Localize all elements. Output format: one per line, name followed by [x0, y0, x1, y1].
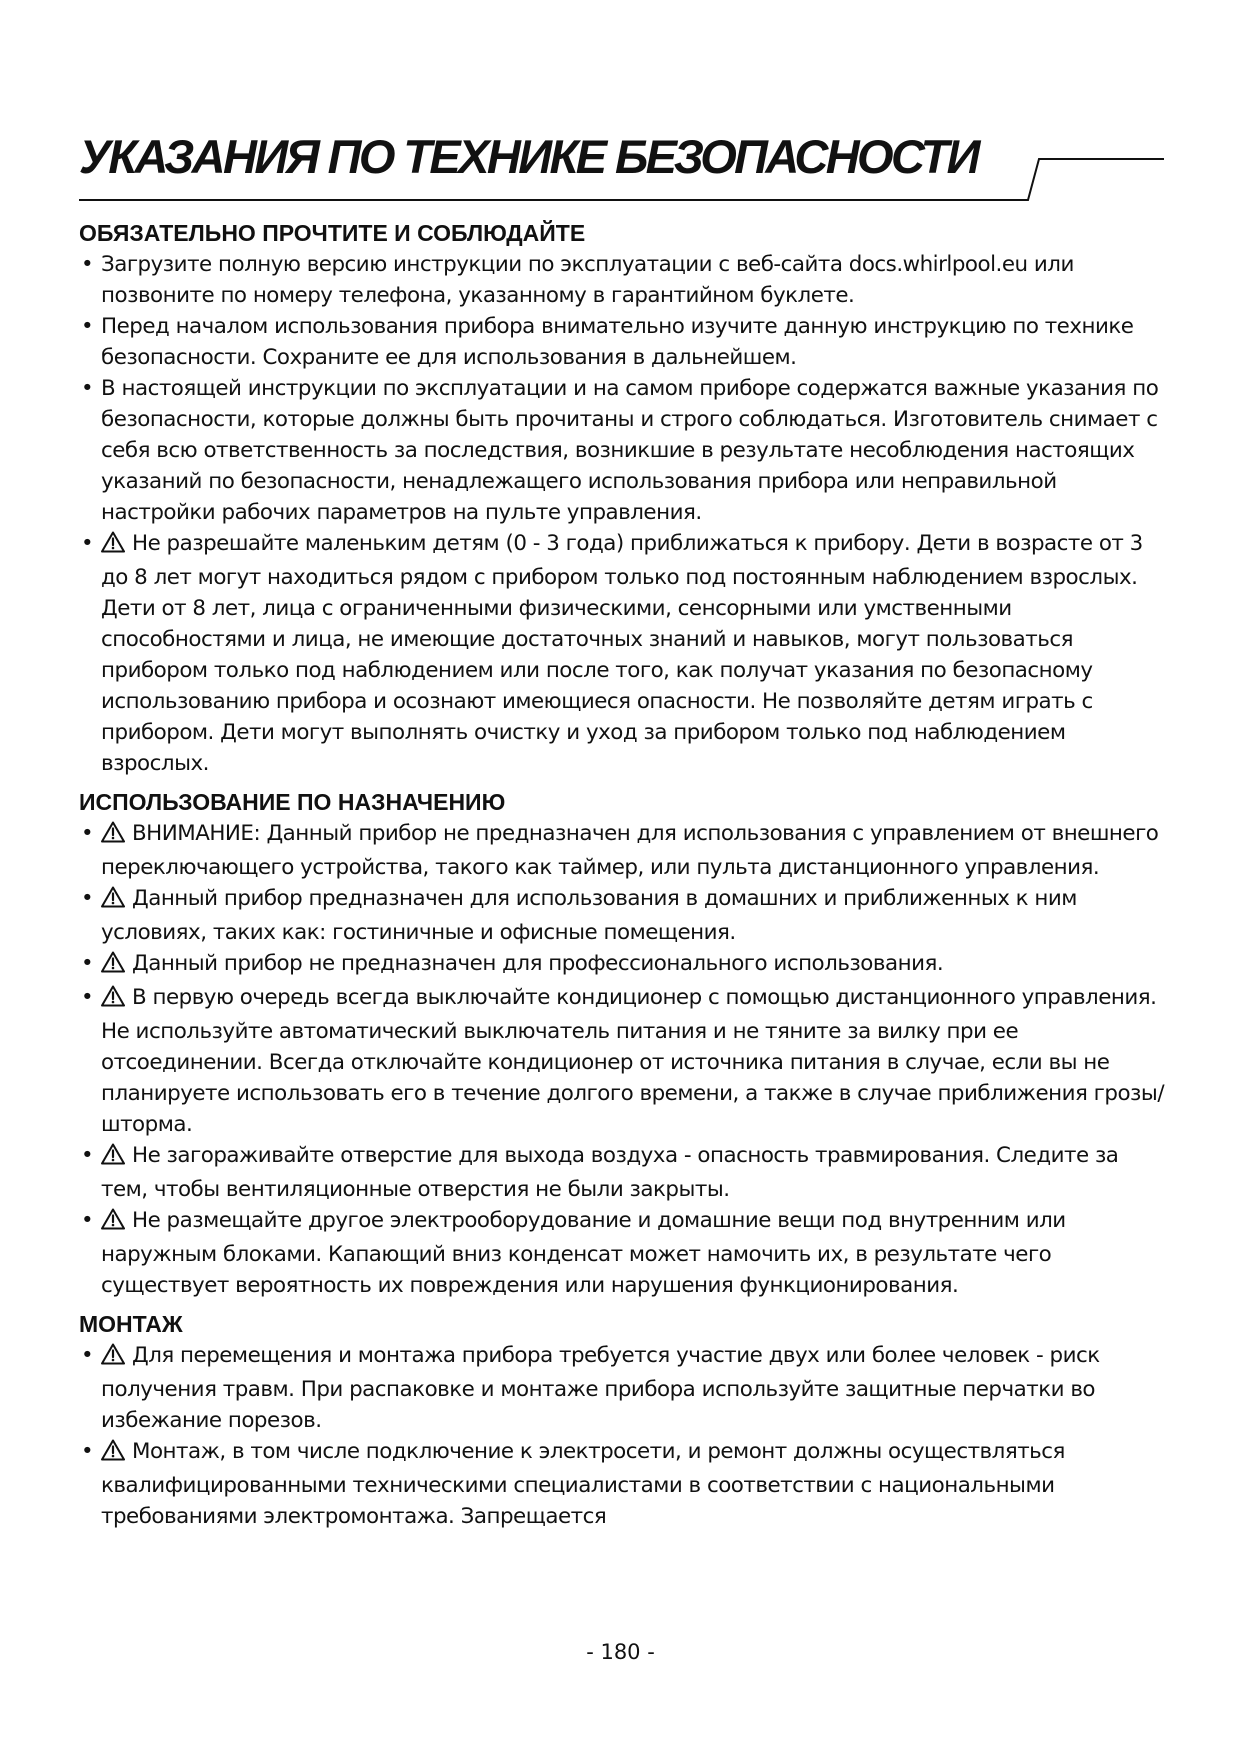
warning-icon [101, 886, 125, 917]
bullet: • [81, 1143, 94, 1168]
warning-icon [101, 821, 125, 852]
bullet: • [81, 886, 94, 911]
list-item [79, 982, 1169, 1140]
item-text: Не размещайте другое электрооборудование и домашние вещи под внутренним или наружным блоками. Капающий вниз конденсат может намочить их, в результате чего существует вероятность их повреждения или нарушения функционирования. [101, 1208, 1066, 1298]
warning-icon [101, 951, 125, 982]
section-title: ИСПОЛЬЗОВАНИЕ ПО НАЗНАЧЕНИЮ [79, 789, 506, 815]
bullet: • [81, 1208, 94, 1233]
section-intended-use [79, 789, 1169, 1301]
section-installation [79, 1311, 1169, 1532]
page-number: - 180 - [586, 1640, 655, 1664]
page-title: УКАЗАНИЯ ПО ТЕХНИКЕ БЕЗОПАСНОСТИ [79, 130, 978, 183]
list-item [79, 818, 1169, 883]
list-item [79, 1436, 1169, 1532]
list-item [79, 948, 1169, 982]
item-text: Загрузите полную версию инструкции по эксплуатации с веб-сайта docs.whirlpool.eu или позвоните по номеру телефона, указанному в гарантийном буклете. [101, 252, 1074, 308]
section-title: МОНТАЖ [79, 1311, 183, 1337]
bullet-list [79, 818, 1169, 1301]
list-item [79, 1205, 1169, 1301]
list-item [79, 311, 1169, 373]
bullet: • [81, 314, 94, 339]
section-title: ОБЯЗАТЕЛЬНО ПРОЧТИТЕ И СОБЛЮДАЙТЕ [79, 220, 586, 246]
bullet: • [81, 531, 94, 556]
list-item [79, 883, 1169, 948]
section-read-and-follow [79, 220, 1169, 779]
list-item [79, 1340, 1169, 1436]
item-text: Данный прибор предназначен для использования в домашних и приближенных к ним условиях, таких как: гостиничные и офисные помещения. [101, 886, 1077, 945]
list-item [79, 1140, 1169, 1205]
warning-icon [101, 1208, 125, 1239]
bullet: • [81, 985, 94, 1010]
item-text: Для перемещения и монтажа прибора требуется участие двух или более человек - риск получения травм. При распаковке и монтаже прибора используйте защитные перчатки во избежание порезов. [101, 1343, 1100, 1433]
warning-icon [101, 985, 125, 1016]
bullet: • [81, 821, 94, 846]
item-text: Монтаж, в том числе подключение к электросети, и ремонт должны осуществляться квалифицированными техническими специалистами в соответствии с национальными требованиями электромонтажа. Запрещается [101, 1439, 1065, 1529]
warning-icon [101, 531, 125, 562]
bullet: • [81, 1343, 94, 1368]
bullet-list [79, 1340, 1169, 1532]
bullet: • [81, 1439, 94, 1464]
list-item [79, 373, 1169, 528]
bullet: • [81, 951, 94, 976]
document-body [79, 220, 1169, 1542]
warning-icon [101, 1439, 125, 1470]
bullet-list [79, 249, 1169, 779]
bullet: • [81, 252, 94, 277]
list-item [79, 249, 1169, 311]
item-text: Не разрешайте маленьким детям (0 - 3 года) приближаться к прибору. Дети в возрасте от 3 до 8 лет могут находиться рядом с прибором только под постоянным наблюдением взрослых. Дети от 8 лет, лица с ограниченными физическими, сенсорными или умственными способностями и лица, не имеющие достаточных знаний и навыков, могут пользоваться прибором только под наблюдением или после того, как получат указания по безопасному использованию прибора и осознают имеющиеся опасности. Не позволяйте детям играть с прибором. Дети могут выполнять очистку и уход за прибором только под наблюдением взрослых. [101, 531, 1143, 776]
title-underline [79, 153, 1179, 203]
item-text: Перед началом использования прибора внимательно изучите данную инструкцию по технике безопасности. Сохраните ее для использования в дальнейшем. [101, 314, 1134, 370]
item-text: Не загораживайте отверстие для выхода воздуха - опасность травмирования. Следите за тем, чтобы вентиляционные отверстия не были закрыты. [101, 1143, 1119, 1202]
list-item [79, 528, 1169, 779]
item-text: В настоящей инструкции по эксплуатации и на самом приборе содержатся важные указания по безопасности, которые должны быть прочитаны и строго соблюдаться. Изготовитель снимает с себя всю ответственность за последствия, возникшие в результате несоблюдения настоящих указаний по безопасности, ненадлежащего использования прибора или неправильной настройки рабочих параметров на пульте управления. [101, 376, 1159, 525]
item-text: ВНИМАНИЕ: Данный прибор не предназначен для использования с управлением от внешнего переключающего устройства, такого как таймер, или пульта дистанционного управления. [101, 821, 1159, 880]
warning-icon [101, 1343, 125, 1374]
item-text: В первую очередь всегда выключайте кондиционер с помощью дистанционного управления. Не используйте автоматический выключатель питания и не тяните за вилку при ее отсоединении. Всегда отключайте кондиционер от источника питания в случае, если вы не планируете использовать его в течение долгого времени, а также в случае приближения грозы/шторма. [101, 985, 1165, 1137]
item-text: Данный прибор не предназначен для профессионального использования. [132, 951, 944, 976]
warning-icon [101, 1143, 125, 1174]
bullet: • [81, 376, 94, 401]
